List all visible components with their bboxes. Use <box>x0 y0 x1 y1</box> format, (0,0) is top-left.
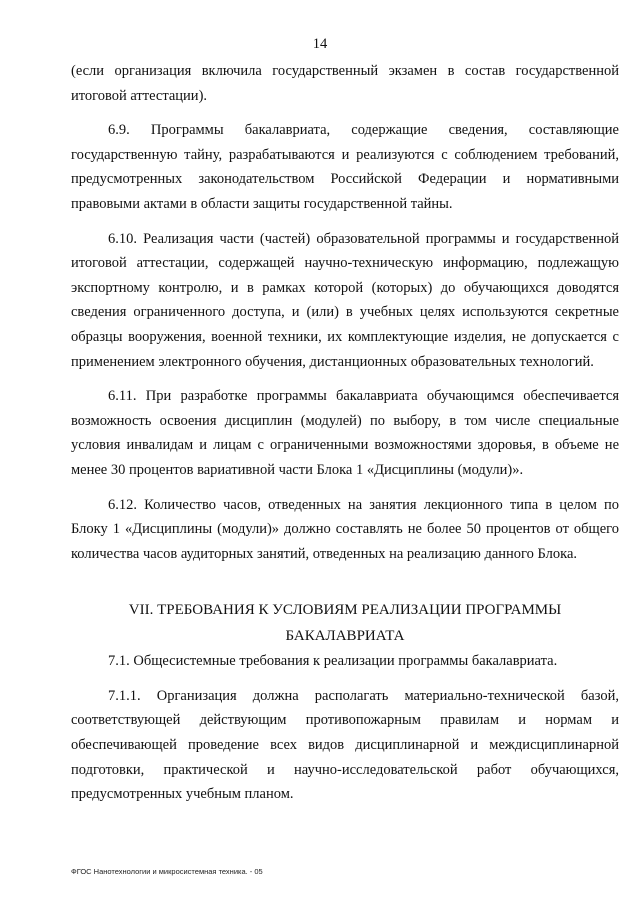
paragraph-6-9: 6.9. Программы бакалавриата, содержащие сведения, составляющие государственную тайну, разрабатываются и реализуются с соблюдением требований, предусмотренных законодательством Российской Федерации и нормативными правовыми актами в области защиты государственной тайны. <box>71 122 619 212</box>
footer-note: ФГОС Нанотехнологии и микросистемная техника. - 05 <box>71 867 263 876</box>
paragraph-7-1-1: 7.1.1. Организация должна располагать материально-технической базой, соответствующей действующим противопожарным правилам и нормам и обеспечивающей проведение всех видов дисциплинарной и междисциплинарной подготовки, практической и научно-исследовательской работ обучающихся, предусмотренных учебным планом. <box>71 687 619 803</box>
section-heading-line-1: VII. ТРЕБОВАНИЯ К УСЛОВИЯМ РЕАЛИЗАЦИИ ПРОГРАММЫ <box>128 602 562 619</box>
paragraph-7-1: 7.1. Общесистемные требования к реализации программы бакалавриата. <box>108 653 558 670</box>
document-body <box>71 59 619 807</box>
section-heading <box>71 597 619 649</box>
paragraph-6-11: 6.11. При разработке программы бакалавриата обучающимся обеспечивается возможность освоения дисциплин (модулей) по выбору, в том числе специальные условия инвалидам и лицам с ограниченными возможностями здоровья, в объеме не менее 30 процентов вариативной части Блока 1 «Дисциплины (модули)». <box>71 388 619 478</box>
paragraph-6-10: 6.10. Реализация части (частей) образовательной программы и государственной итоговой аттестации, содержащей научно-техническую информацию, подлежащую экспортному контролю, и в рамках которой (которых) до обучающихся доводятся сведения ограниченного доступа, и (или) в учебных целях используются секретные образцы вооружения, военной техники, их комплектующие изделия, не допускается с применением электронного обучения, дистанционных образовательных технологий. <box>71 230 619 370</box>
paragraph-continuation: (если организация включила государственный экзамен в состав государственной итоговой аттестации). <box>71 63 619 104</box>
section-heading-line-2: БАКАЛАВРИАТА <box>285 628 405 645</box>
paragraph-6-12: 6.12. Количество часов, отведенных на занятия лекционного типа в целом по Блоку 1 «Дисциплины (модули)» должно составлять не более 50 процентов от общего количества часов аудиторных занятий, отведенных на реализацию данного Блока. <box>71 496 619 562</box>
page-number: 14 <box>312 36 328 52</box>
